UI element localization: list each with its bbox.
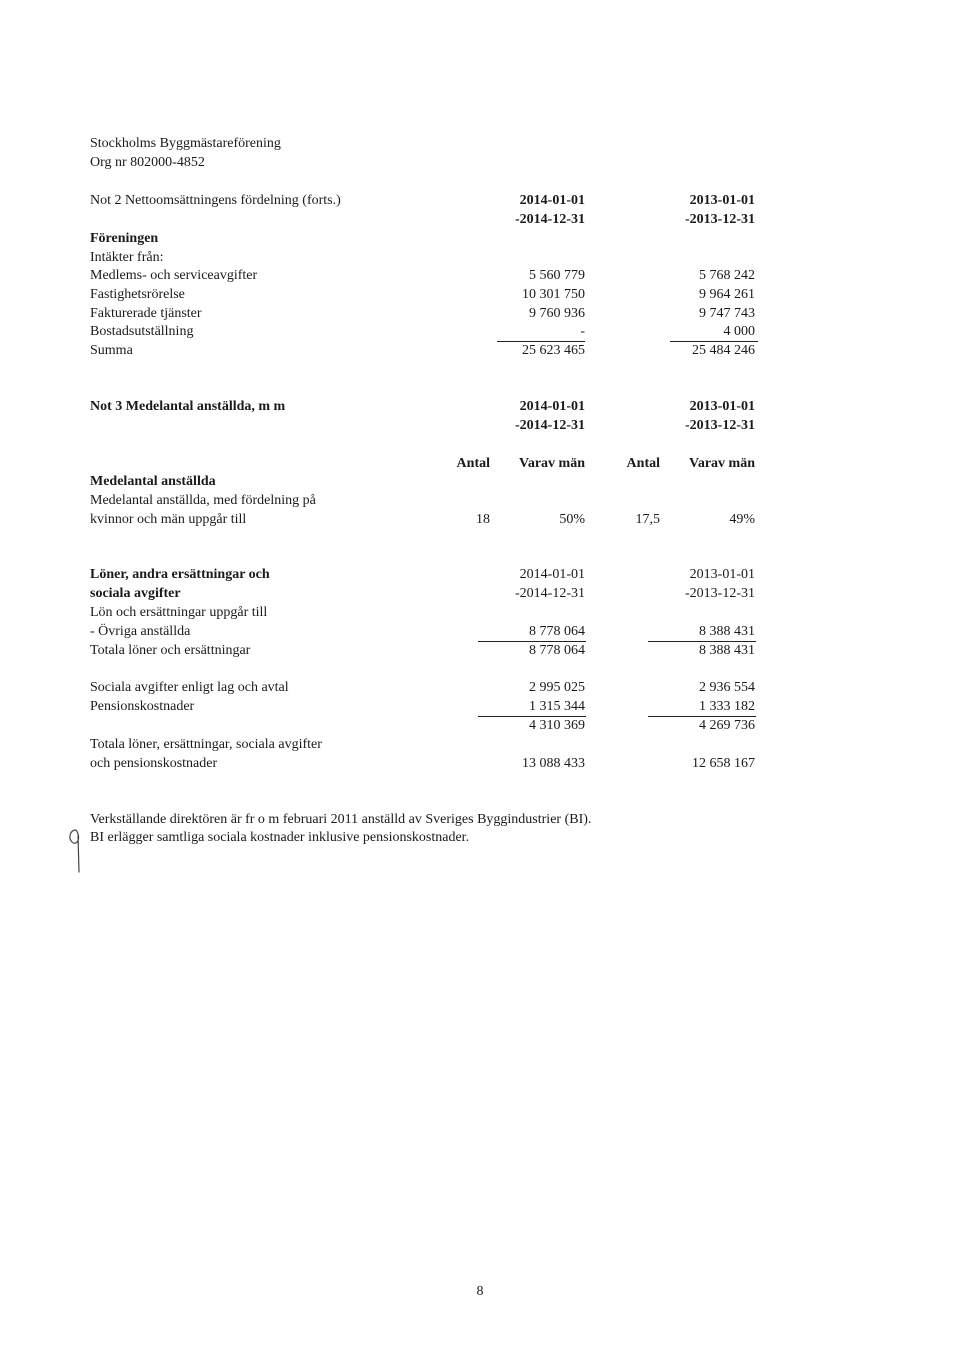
note2-row-label: Medlems- och serviceavgifter [90,268,258,283]
salaries-grand-label-line1: Totala löner, ersättningar, sociala avgifter [90,737,322,752]
note2-period-cur-start: 2014-01-01 [519,193,585,208]
salaries-subtotal-cur: 4 310 369 [529,718,585,733]
salaries-pension-prev: 1 333 182 [699,699,755,714]
note2-row-prev: 9 747 743 [699,306,755,321]
note2-period-prev-start: 2013-01-01 [689,193,755,208]
salaries-totala-label: Totala löner och ersättningar [90,643,251,658]
note3-section: Medelantal anställda [90,474,216,489]
note2-row-cur: - [580,324,585,339]
note2-period-prev-end: -2013-12-31 [685,212,755,227]
note2-section: Föreningen [90,231,159,246]
note3-antal-cur: 18 [476,512,490,527]
note2-row-prev: 4 000 [723,324,755,339]
note3-col-antal-prev: Antal [626,456,660,471]
salaries-ovriga-cur: 8 778 064 [529,624,585,639]
note3-period-prev-start: 2013-01-01 [689,399,755,414]
note2-total-cur: 25 623 465 [522,343,585,358]
salaries-period-prev-end: -2013-12-31 [685,586,755,601]
footnote-line2: BI erlägger samtliga sociala kostnader inklusive pensionskostnader. [90,830,470,845]
note2-row-prev: 9 964 261 [699,287,755,302]
note3-varav-cur: 50% [559,512,585,527]
note2-subsection: Intäkter från: [90,250,164,265]
note2-total-prev: 25 484 246 [692,343,755,358]
note2-row-label: Bostadsutställning [90,324,194,339]
salaries-period-cur-start: 2014-01-01 [519,567,585,582]
note2-row-cur: 10 301 750 [522,287,585,302]
salaries-grand-cur: 13 088 433 [522,756,585,771]
note2-row-label: Fastighetsrörelse [90,287,185,302]
note2-total-label: Summa [90,343,133,358]
salaries-pension-label: Pensionskostnader [90,699,195,714]
footnote-line1: Verkställande direktören är fr o m februari 2011 anställd av Sveriges Byggindustrier (BI). [90,812,592,827]
note2-row-cur: 5 560 779 [529,268,585,283]
salaries-sociala-cur: 2 995 025 [529,680,585,695]
salaries-period-prev-start: 2013-01-01 [689,567,755,582]
note2-period-cur-end: -2014-12-31 [515,212,585,227]
note3-title: Not 3 Medelantal anställda, m m [90,399,286,414]
handwritten-margin-mark [62,826,88,878]
note3-col-varav-cur: Varav män [519,456,585,471]
org-number: Org nr 802000-4852 [90,155,205,170]
note3-period-prev-end: -2013-12-31 [685,418,755,433]
page-number: 8 [476,1284,484,1299]
note2-row-prev: 5 768 242 [699,268,755,283]
salaries-grand-prev: 12 658 167 [692,756,755,771]
salaries-period-cur-end: -2014-12-31 [515,586,585,601]
salaries-sociala-label: Sociala avgifter enligt lag och avtal [90,680,289,695]
salaries-intro: Lön och ersättningar uppgår till [90,605,268,620]
salaries-title-line2: sociala avgifter [90,586,181,601]
note3-desc-line1: Medelantal anställda, med fördelning på [90,493,316,508]
salaries-ovriga-prev: 8 388 431 [699,624,755,639]
note3-period-cur-start: 2014-01-01 [519,399,585,414]
note3-col-antal-cur: Antal [456,456,490,471]
note3-desc-line2: kvinnor och män uppgår till [90,512,247,527]
salaries-pension-cur: 1 315 344 [529,699,585,714]
salaries-grand-label-line2: och pensionskostnader [90,756,218,771]
note3-antal-prev: 17,5 [635,512,660,527]
org-name: Stockholms Byggmästareförening [90,136,281,151]
salaries-subtotal-prev: 4 269 736 [699,718,755,733]
note3-period-cur-end: -2014-12-31 [515,418,585,433]
salaries-sociala-prev: 2 936 554 [699,680,755,695]
note2-title: Not 2 Nettoomsättningens fördelning (forts.) [90,193,341,208]
note3-varav-prev: 49% [729,512,755,527]
salaries-totala-cur: 8 778 064 [529,643,585,658]
salaries-title-line1: Löner, andra ersättningar och [90,567,270,582]
salaries-ovriga-label: - Övriga anställda [90,624,191,639]
note3-col-varav-prev: Varav män [689,456,755,471]
note2-row-label: Fakturerade tjänster [90,306,202,321]
salaries-totala-prev: 8 388 431 [699,643,755,658]
note2-row-cur: 9 760 936 [529,306,585,321]
